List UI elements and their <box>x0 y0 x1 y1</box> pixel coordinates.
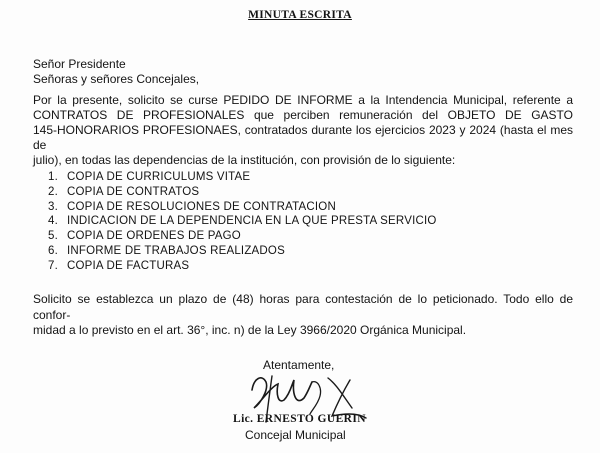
list-item <box>48 214 437 229</box>
list-item-number: 7. <box>48 259 58 272</box>
list-item-number: 1. <box>48 171 58 183</box>
signer-role: Concejal Municipal <box>245 428 346 442</box>
closing-line: Solicito se establezca un plazo de (48) horas para contestación de lo peticionado. Todo ello de confor- <box>33 292 573 322</box>
list-item <box>48 244 437 259</box>
intro-line: Por la presente, solicito se curse PEDIDO DE INFORME a la Intendencia Municipal, referente a <box>33 93 573 107</box>
list-item <box>48 185 437 200</box>
request-list <box>48 170 437 274</box>
list-item-number: 6. <box>48 244 58 257</box>
list-item-text: COPIA DE RESOLUCIONES DE CONTRATACION <box>67 200 336 213</box>
list-item-text: COPIA DE CURRICULUMS VITAE <box>67 171 251 183</box>
list-item-text: COPIA DE CONTRATOS <box>67 185 200 198</box>
list-item-text: COPIA DE FACTURAS <box>67 259 190 272</box>
sign-off: Atentamente, <box>263 358 335 372</box>
list-item-number: 5. <box>48 230 58 243</box>
list-item-text: COPIA DE ORDENES DE PAGO <box>67 230 241 243</box>
list-item-number: 3. <box>48 200 58 213</box>
list-item-text: INDICACION DE LA DEPENDENCIA EN LA QUE PRESTA SERVICIO <box>67 215 437 228</box>
list-item <box>48 259 437 274</box>
list-item <box>48 170 437 185</box>
salutation-president: Señor Presidente <box>33 57 126 71</box>
list-item <box>48 229 437 244</box>
list-item-number: 4. <box>48 215 58 228</box>
intro-line: julio), en todas las dependencias de la institución, con provisión de lo siguiente: <box>33 153 456 167</box>
closing-line: midad a lo previsto en el art. 36°, inc. n) de la Ley 3966/2020 Orgánica Municipal. <box>33 323 467 337</box>
signer-name: Lic. ERNESTO GUERIN <box>233 413 366 425</box>
list-item-number: 2. <box>48 185 58 198</box>
document-title: MINUTA ESCRITA <box>248 9 352 21</box>
intro-line: 145-HONORARIOS PROFESIONAES, contratados durante los ejercicios 2023 y 2024 (hasta el mes de <box>33 123 573 152</box>
salutation-councillors: Señoras y señores Concejales, <box>33 72 200 86</box>
closing-paragraph <box>33 292 573 339</box>
list-item-text: INFORME DE TRABAJOS REALIZADOS <box>67 244 285 257</box>
intro-paragraph <box>33 93 573 168</box>
intro-line: CONTRATOS DE PROFESIONALES que perciben remuneración del OBJETO DE GASTO <box>33 108 573 122</box>
list-item <box>48 200 437 215</box>
